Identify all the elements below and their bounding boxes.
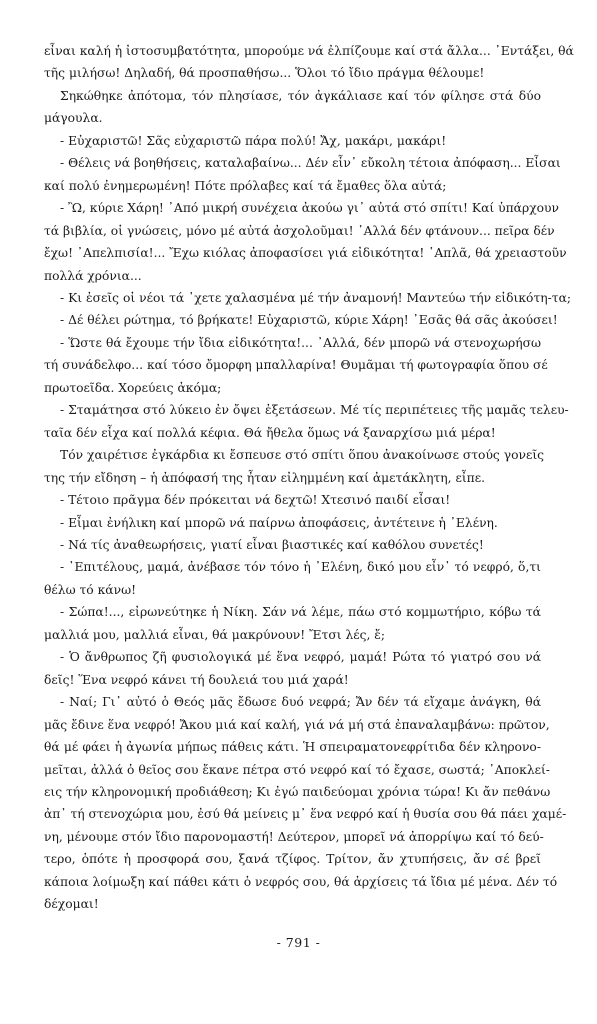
text-line: Σηκώθηκε ἀπότομα, τόν πλησίασε, τόν ἀγκάλιασε καί τόν φίλησε στά δύο (60, 88, 541, 103)
text-line: μάγουλα. (44, 111, 103, 126)
text-line: καί πολύ ἐνημερωμένη! Πότε πρόλαβες καί τά ἔμαθες ὅλα αὐτά; (44, 178, 447, 193)
text-line: ἔχω! ᾿Απελπισία!... Ἔχω κιόλας ἀποφασίσει γιά εἰδικότητα! ῾Απλᾶ, θά χρειαστοῦν (44, 246, 567, 261)
text-line: - Ναί; Γι᾿ αὐτό ὁ Θεός μᾶς ἔδωσε δυό νεφρά; Ἄν δέν τά εἴχαμε ἀνάγκη, θά (60, 695, 541, 710)
text-line: πρωτοεῖδα. Χορεύεις ἀκόμα; (44, 380, 222, 395)
page-number: - 791 - (276, 935, 321, 950)
text-line: εις τήν κληρονομική προδιάθεση; Κι ἐγώ παιδεύομαι χρόνια τώρα! Κι ἄν πεθάνω (44, 784, 551, 799)
text-line: - Ὁ ἄνθρωπος ζῆ φυσιολογικά μέ ἕνα νεφρό, μαμά! Ρώτα τό γιατρό σου νά (60, 650, 541, 665)
text-line: τερο, ὁπότε ἡ προσφορά σου, ξανά τζίφος. Τρίτον, ἄν χτυπήσεις, ἄν σέ βρεῖ (44, 852, 541, 867)
body-text (44, 40, 574, 916)
text-line: - Εὐχαριστῶ! Σᾶς εὐχαριστῶ πάρα πολύ! Ἄχ, μακάρι, μακάρι! (60, 133, 447, 148)
text-line: εἶναι καλή ἡ ἰστοσυμβατότητα, μπορούμε νά ἐλπίζουμε καί στά ἄλλα... ᾿Εντάξει, θά (44, 44, 574, 58)
text-line: της τήν εἴδηση – ἡ ἀπόφασή της ἦταν εἰλημμένη καί ἀμετάκλητη, εἶπε. (44, 470, 486, 485)
text-line: ἀπ᾿ τή στενοχώρια μου, ἐσύ θά μείνεις μ᾿ ἕνα νεφρό καί ἡ θυσία σου θά πάει χαμέ- (44, 807, 567, 822)
text-line: - Σώπα!..., εἰρωνεύτηκε ἡ Νίκη. Σάν νά λέμε, πάω στό κομμωτήριο, κόβω τά (60, 605, 541, 620)
text-line: - Δέ θέλει ρώτημα, τό βρήκατε! Εὐχαριστῶ, κύριε Χάρη! ᾿Εσᾶς θά σᾶς ἀκούσει! (60, 313, 558, 328)
text-line: - Κι ἐσεῖς οἱ νέοι τά ᾿χετε χαλασμένα μέ τήν ἀναμονή! Μαντεύω τήν εἰδικότη-τα; (60, 290, 572, 305)
text-line: νη, μένουμε στόν ἴδιο παρονομαστή! Δεύτερον, μπορεῖ νά ἀπορρίψω καί τό δεύ- (44, 829, 544, 844)
text-line: τή συνάδελφο... καί τόσο ὄμορφη μπαλλαρίνα! Θυμᾶμαι τή φωτογραφία ὅπου σέ (44, 358, 548, 373)
text-line: ταῖα δέν εἶχα καί πολλά κέφια. Θά ἤθελα ὅμως νά ξαναρχίσω μιά μέρα! (44, 425, 496, 440)
text-line: δέχομαι! (44, 897, 99, 912)
text-line: δεῖς! Ἕνα νεφρό κάνει τή δουλειά του μιά χαρά! (44, 672, 349, 687)
text-line: μᾶς ἔδινε ἕνα νεφρό! Ἄκου μιά καί καλή, γιά νά μή στά ἐπαναλαμβάνω: πρῶτον, (44, 717, 550, 732)
text-line: - Τέτοιο πρᾶγμα δέν πρόκειται νά δεχτῶ! Χτεσινό παιδί εἶσαι! (60, 493, 451, 508)
text-line: - Ὥστε θά ἔχουμε τήν ἴδια εἰδικότητα!... ᾿Αλλά, δέν μπορῶ νά στενοχωρήσω (60, 335, 541, 350)
text-line: κάποια λοίμωξη καί πάθει κάτι ὁ νεφρός σου, θά ἀρχίσεις τά ἴδια μέ μένα. Δέν τό (44, 874, 558, 889)
text-line: - Νά τίς ἀναθεωρήσεις, γιατί εἶναι βιαστικές καί καθόλου συνετές! (60, 537, 484, 552)
text-line: μαλλιά μου, μαλλιά εἶναι, θά μακρύνουν! Ἔτσι λές, ἔ; (44, 627, 386, 642)
text-line: τά βιβλία, οἱ γνώσεις, μόνο μέ αὐτά ἀσχολοῦμαι! ᾿Αλλά δέν φτάνουν... πεῖρα δέν (44, 223, 555, 238)
text-line: - Ὢ, κύριε Χάρη! ᾿Από μικρή συνέχεια ἀκούω γι᾿ αὐτά στό σπίτι! Καί ὑπάρχουν (60, 201, 560, 216)
text-line: - ᾿Επιτέλους, μαμά, ἀνέβασε τόν τόνο ἡ ᾿Ελένη, δικό μου εἶν᾿ τό νεφρό, ὅ,τι (60, 560, 541, 575)
text-line: τῆς μιλήσω! Δηλαδή, θά προσπαθήσω... Ὅλοι τό ἴδιο πράγμα θέλουμε! (44, 66, 485, 81)
text-line: θέλω τό κάνω! (44, 582, 137, 597)
text-line: θά μέ φάει ἡ ἀγωνία μήπως πάθεις κάτι. Ἡ σπειραματονεφρίτιδα δέν κληρονο- (44, 740, 541, 755)
text-line: Τόν χαιρέτισε ἐγκάρδια κι ἔσπευσε στό σπίτι ὅπου ἀνακοίνωσε στούς γονεῖς (60, 448, 545, 463)
text-line: μεῖται, ἀλλά ὁ θεῖος σου ἔκανε πέτρα στό νεφρό καί τό ἔχασε, σωστά; ᾿Αποκλεί- (44, 762, 550, 777)
text-line: - Σταμάτησα στό λύκειο ἐν ὄψει ἐξετάσεων. Μέ τίς περιπέτειες τῆς μαμᾶς τελευ- (60, 403, 569, 418)
text-line: πολλά χρόνια... (44, 268, 142, 283)
text-line: - Εἶμαι ἐνήλικη καί μπορῶ νά παίρνω ἀποφάσεις, ἀντέτεινε ἡ ᾿Ελένη. (60, 515, 498, 530)
text-line: - Θέλεις νά βοηθήσεις, καταλαβαίνω... Δέν εἶν᾿ εὔκολη τέτοια ἀπόφαση... Εἶσαι (60, 156, 561, 171)
